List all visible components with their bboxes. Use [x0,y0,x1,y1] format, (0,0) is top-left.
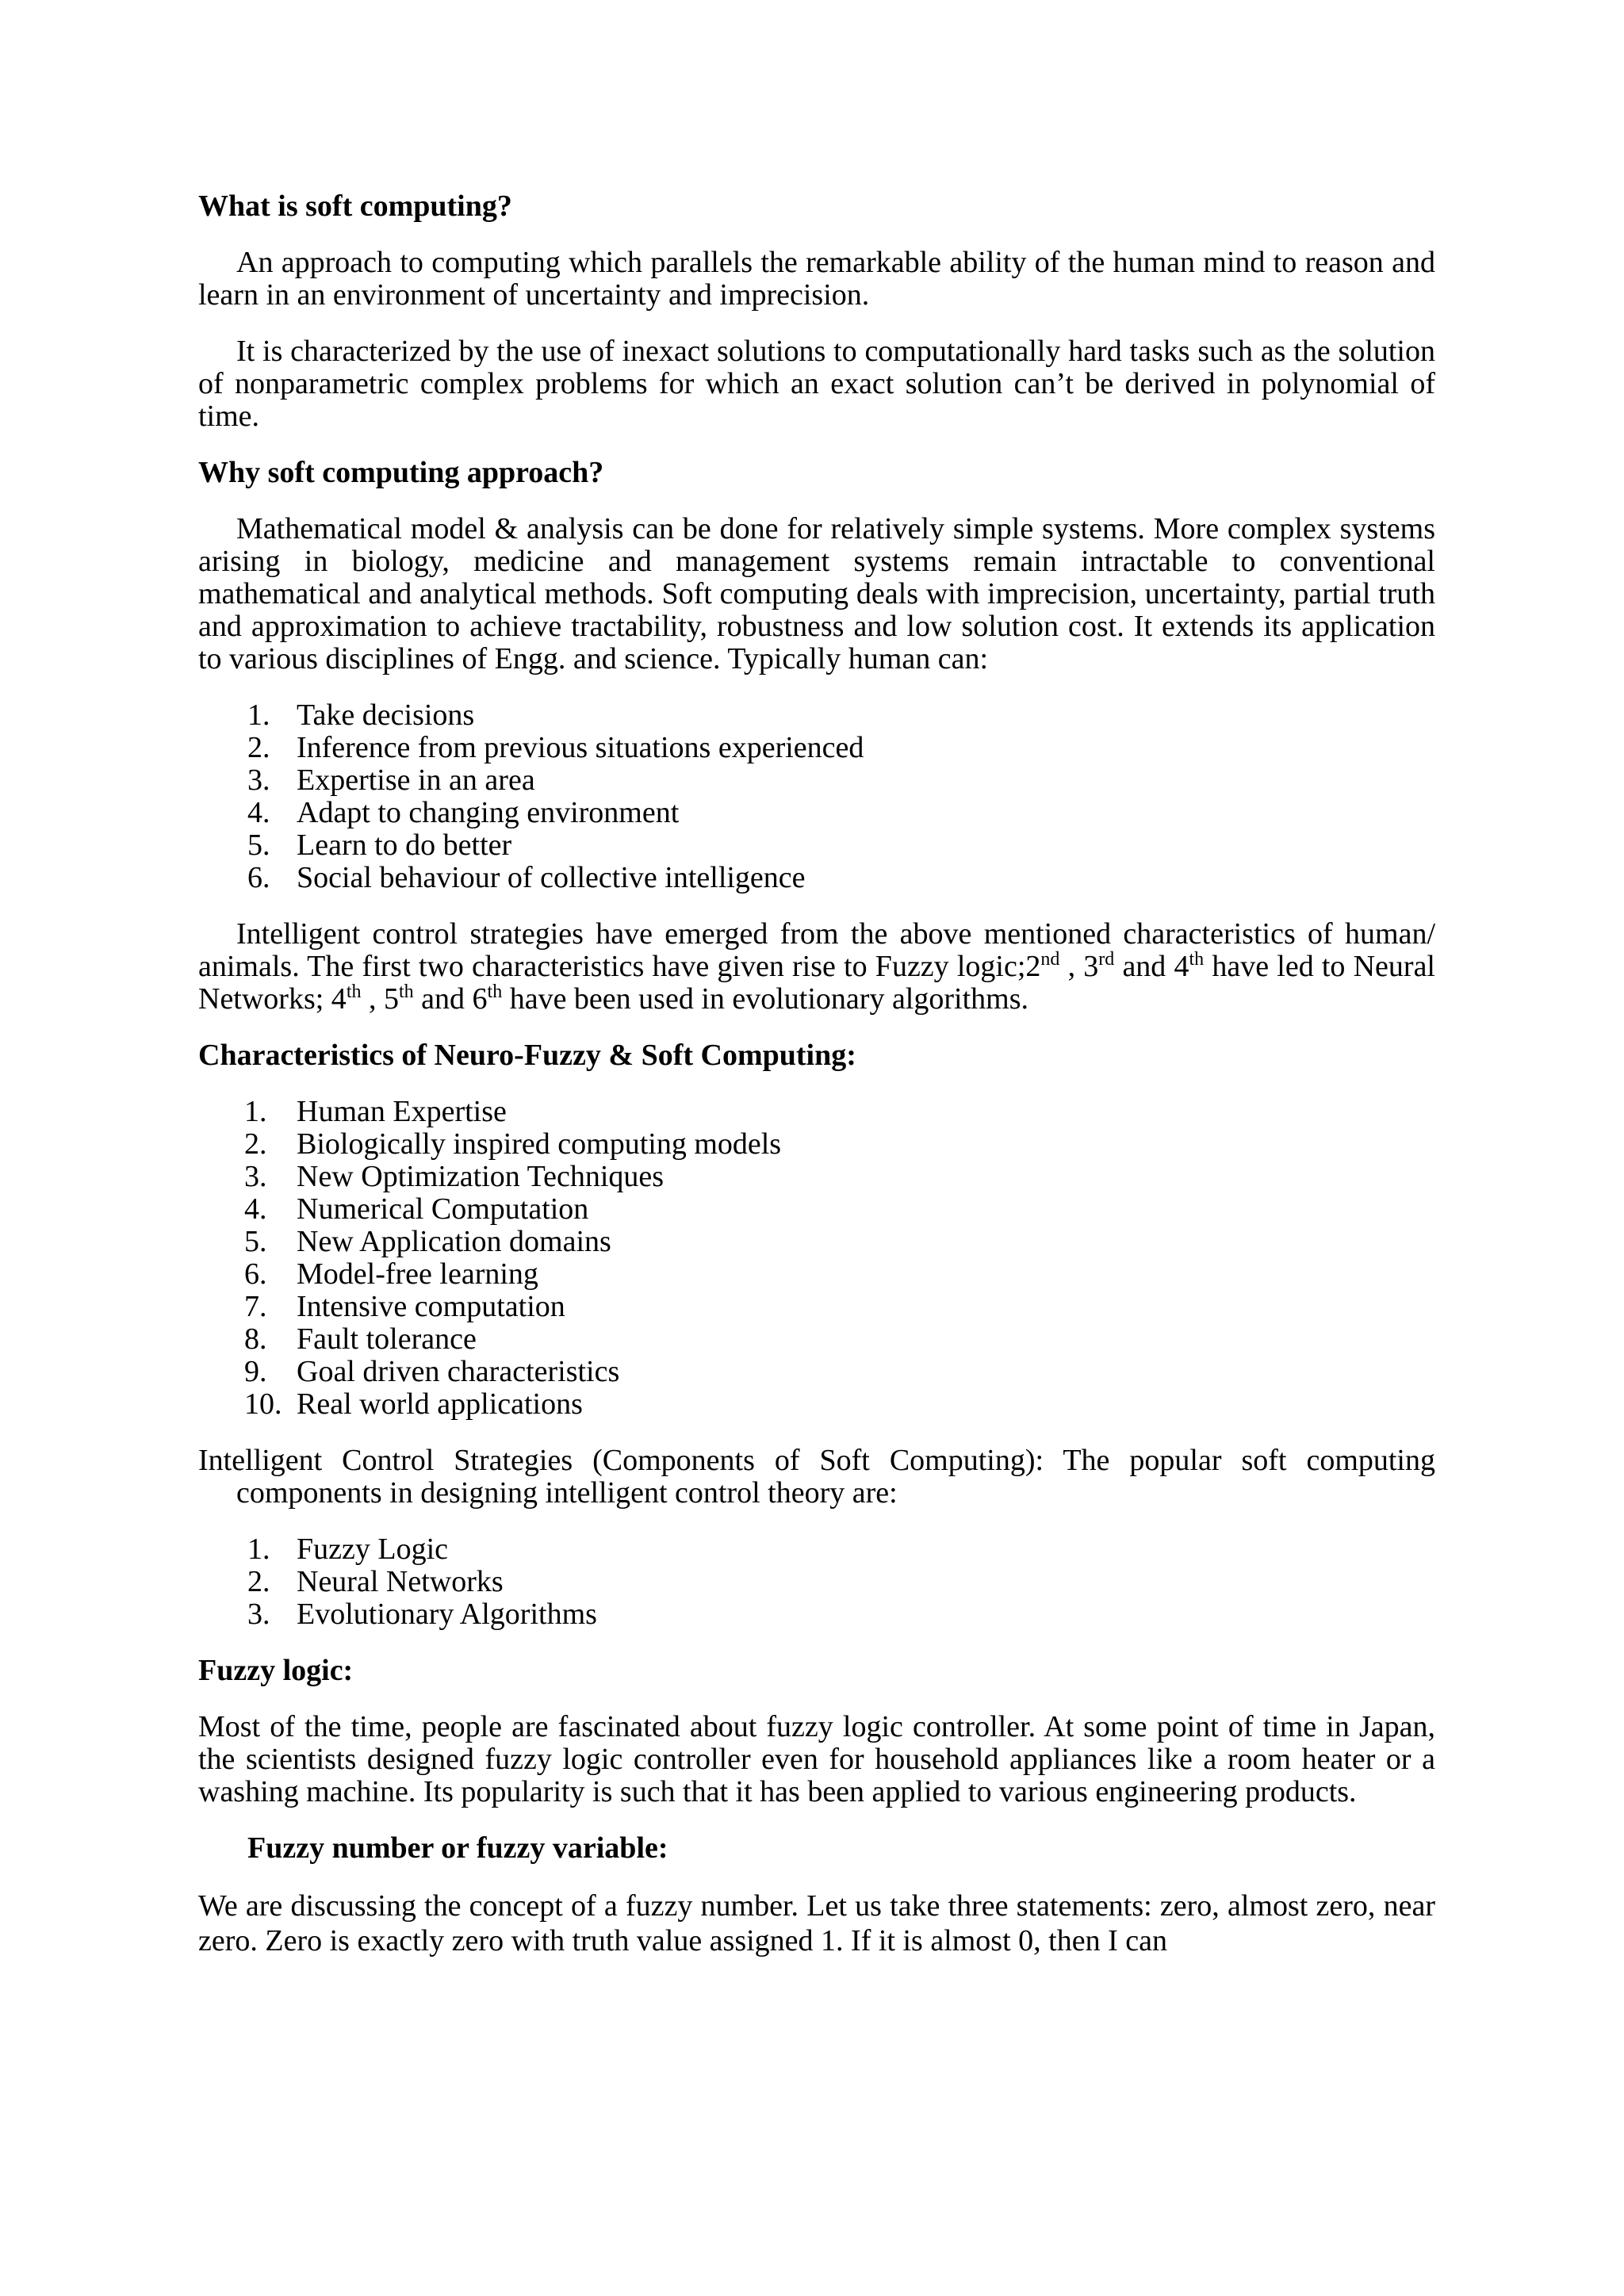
list-item [198,862,1435,894]
list-item-number: 1. [244,1095,267,1128]
list-item-text: New Application domains [297,1225,611,1258]
list-item-text: New Optimization Techniques [297,1160,665,1193]
list-item-number: 1. [247,698,270,732]
list-item-text: Real world applications [297,1387,583,1421]
list-item-number: 5. [244,1225,267,1258]
superscript: th [346,982,362,1002]
text-run: have led to Neural Networks; 4 [198,950,1435,1016]
list-item [198,1598,1435,1631]
list-item-number: 1. [247,1533,270,1566]
list-item-number: 10. [244,1387,282,1421]
list-item [198,1258,1435,1291]
list-item-text: Social behaviour of collective intelligence [297,861,806,894]
list-item-number: 7. [244,1290,267,1323]
list-item [198,764,1435,797]
list-human-can [198,699,1435,894]
heading-characteristics: Characteristics of Neuro-Fuzzy & Soft Computing: [198,1039,856,1072]
superscript: th [1189,949,1205,970]
list-item [198,797,1435,829]
text-run: , 3 [1059,950,1099,983]
list-item-text: Numerical Computation [297,1192,589,1226]
superscript: th [487,982,503,1002]
list-item-text: Fault tolerance [297,1322,477,1356]
list-item-text: Goal driven characteristics [297,1355,620,1388]
list-item [198,1566,1435,1598]
list-item [198,1323,1435,1356]
paragraph-intelligent-control [198,918,1435,1016]
heading-what-is-soft-computing: What is soft computing? [198,189,512,223]
list-item-text: Model-free learning [297,1257,538,1291]
list-item-number: 8. [244,1322,267,1356]
heading-fuzzy-logic: Fuzzy logic: [198,1654,354,1687]
list-item-text: Adapt to changing environment [297,796,680,829]
list-item [198,1291,1435,1323]
list-item-text: Human Expertise [297,1095,507,1128]
list-components [198,1533,1435,1631]
list-characteristics [198,1096,1435,1421]
list-item [198,1356,1435,1388]
list-item-text: Intensive computation [297,1290,565,1323]
list-item [198,1161,1435,1193]
list-item-number: 9. [244,1355,267,1388]
list-item-text: Expertise in an area [297,763,535,797]
list-item [198,732,1435,764]
superscript: th [398,982,414,1002]
heading-why-soft-computing: Why soft computing approach? [198,456,604,489]
list-item-number: 3. [247,763,270,797]
list-item-number: 6. [244,1257,267,1291]
list-item [198,1533,1435,1566]
heading-fuzzy-number: Fuzzy number or fuzzy variable: [247,1831,668,1865]
list-item-text: Take decisions [297,698,475,732]
list-item-number: 2. [247,731,270,764]
superscript: nd [1040,949,1060,970]
list-item-number: 4. [247,796,270,829]
list-item [198,1096,1435,1128]
text-run: Intelligent control strategies have emerged from the above mentioned characteristics of human/ animals. The first two characteristics have given rise to Fuzzy logic;2 [198,917,1435,983]
list-item-number: 2. [244,1127,267,1161]
paragraph-fuzzy-number: We are discussing the concept of a fuzzy number. Let us take three statements: zero, almost zero, near zero. Zero is exactly zero with truth value assigned 1. If it is almost 0, then I can [198,1889,1435,1957]
list-item [198,1226,1435,1258]
paragraph-components-intro: Intelligent Control Strategies (Components of Soft Computing): The popular soft computing components in designing intelligent control theory are: [198,1444,1435,1510]
paragraph-fuzzy-logic: Most of the time, people are fascinated about fuzzy logic controller. At some point of time in Japan, the scientists designed fuzzy logic controller even for household appliances like a room heater or a washing machine. Its popularity is such that it has been applied to various engineering products. [198,1710,1435,1808]
list-item-text: Biologically inspired computing models [297,1127,782,1161]
list-item [198,699,1435,732]
paragraph-characterized: It is characterized by the use of inexact solutions to computationally hard tasks such as the solution of nonparametric complex problems for which an exact solution can’t be derived in polynomial of time. [198,335,1435,433]
list-item-text: Fuzzy Logic [297,1533,449,1566]
list-item-number: 5. [247,828,270,862]
text-run: and 6 [413,982,488,1016]
list-item [198,829,1435,862]
list-item-text: Inference from previous situations experienced [297,731,864,764]
list-item-number: 3. [247,1598,270,1631]
list-item-number: 4. [244,1192,267,1226]
paragraph-definition: An approach to computing which parallels the remarkable ability of the human mind to reason and learn in an environment of uncertainty and imprecision. [198,246,1435,312]
document-page [198,190,1435,1982]
list-item-text: Neural Networks [297,1565,504,1598]
text-run: and 4 [1114,950,1189,983]
list-item [198,1388,1435,1421]
list-item-text: Evolutionary Algorithms [297,1598,597,1631]
list-item-number: 3. [244,1160,267,1193]
list-item-text: Learn to do better [297,828,512,862]
superscript: rd [1098,949,1115,970]
list-item-number: 6. [247,861,270,894]
list-item [198,1128,1435,1161]
list-item-number: 2. [247,1565,270,1598]
text-run: , 5 [361,982,399,1016]
text-run: have been used in evolutionary algorithms. [502,982,1028,1016]
list-item [198,1193,1435,1226]
paragraph-why: Mathematical model & analysis can be done for relatively simple systems. More complex systems arising in biology, medicine and management systems remain intractable to conventional mathematical and analytical methods. Soft computing deals with imprecision, uncertainty, partial truth and approximation to achieve tractability, robustness and low solution cost. It extends its application to various disciplines of Engg. and science. Typically human can: [198,512,1435,675]
